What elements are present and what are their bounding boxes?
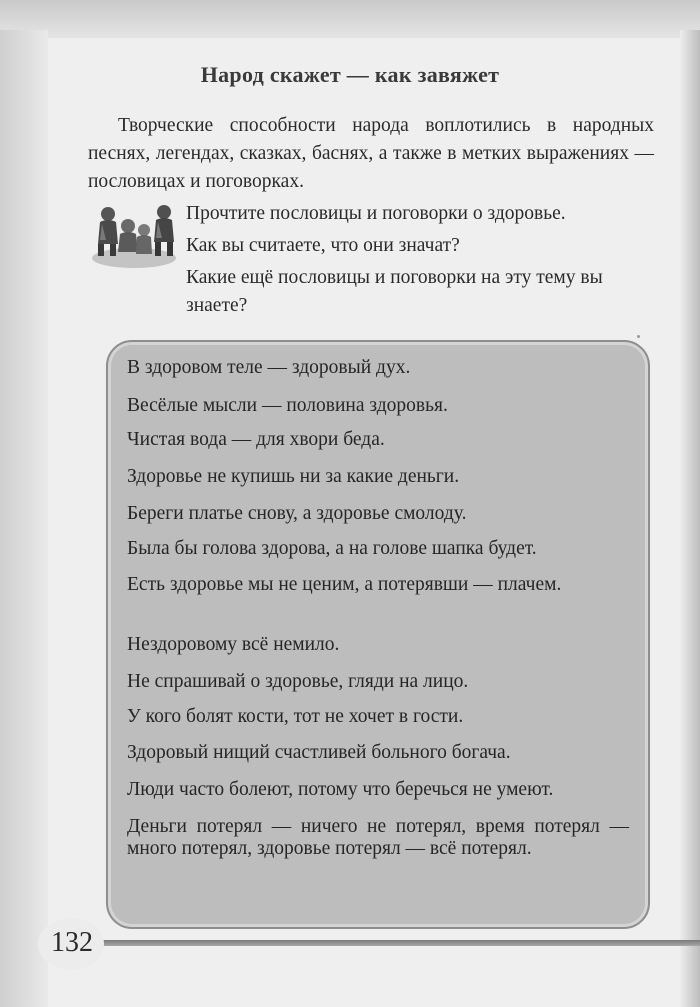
task-other-proverbs: Какие ещё пословицы и поговорки на эту тему вы знаете? [186,267,603,316]
proverb-item: Была бы голова здорова, а на голове шапка будет. [127,538,537,559]
scan-left-edge [0,30,48,1007]
proverb-item: Береги платье снову, а здоровье смолоду. [127,503,467,524]
proverb-item: У кого болят кости, тот не хочет в гости. [127,706,464,727]
proverb-item: Здоровье не купишь ни за какие деньги. [127,466,460,487]
task-read-proverbs: Прочтите пословицы и поговорки о здоровье. [186,203,566,224]
proverb-item: Деньги потерял — ничего не потерял, время потерял — много потерял, здоровье потерял — всё потерял. [127,816,629,859]
proverb-item: Нездоровому всё немило. [127,634,340,655]
scan-top-shadow [0,0,700,40]
scan-right-edge [680,30,700,1007]
page-title: Народ скажет — как завяжет [200,62,500,87]
proverb-item: Есть здоровье мы не ценим, а потерявши — плачем. [127,574,562,595]
intro-paragraph: Творческие способности народа воплотились в народных песнях, легендах, сказках, баснях, а также в метких выражениях — пословицах и поговорках. [88,115,654,192]
proverb-item: В здоровом теле — здоровый дух. [127,357,411,378]
proverb-item: Чистая вода — для хвори беда. [127,429,385,450]
group-discussion-icon [92,200,182,272]
proverb-item: Весёлые мысли — половина здоровья. [127,395,448,416]
scan-speck [637,335,640,338]
footer-rule [96,940,700,946]
page-number: 132 [51,927,93,958]
task-meaning-question: Как вы считаете, что они значат? [186,235,460,256]
proverb-item: Здоровый нищий счастливей больного богача. [127,742,511,763]
proverb-item: Не спрашивай о здоровье, гляди на лицо. [127,671,469,692]
proverb-item: Люди часто болеют, потому что беречься не умеют. [127,779,554,800]
